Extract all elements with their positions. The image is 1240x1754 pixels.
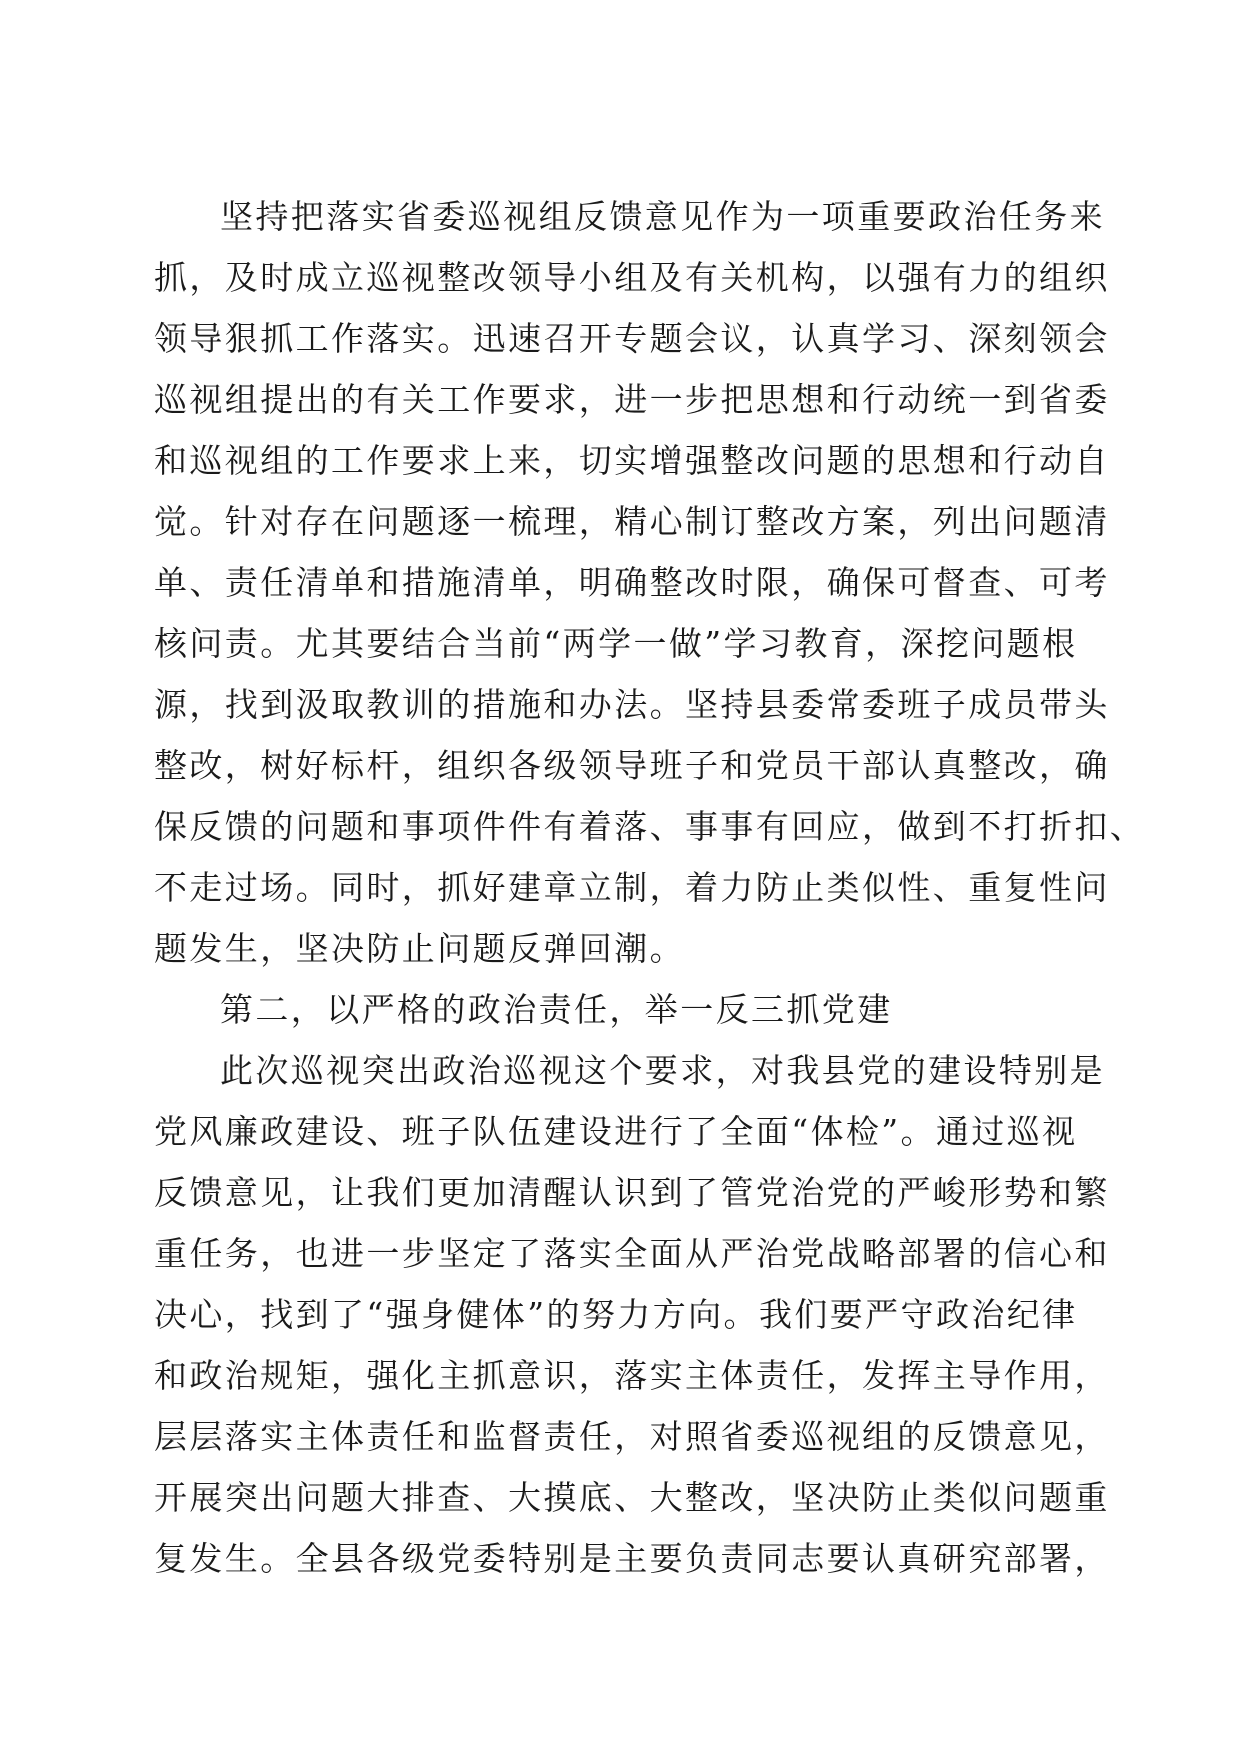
paragraph-line: 题发生，坚决防止问题反弹回潮。 [154,929,685,968]
paragraph-line: 整改，树好标杆，组织各级领导班子和党员干部认真整改，确 [154,746,1110,785]
paragraph-line: 不走过场。同时，抓好建章立制，着力防止类似性、重复性问 [154,868,1110,907]
paragraph-line: 反馈意见，让我们更加清醒认识到了管党治党的严峻形势和繁 [154,1173,1110,1212]
paragraph-line: 重任务，也进一步坚定了落实全面从严治党战略部署的信心和 [154,1234,1110,1273]
paragraph-line: 核问责。尤其要结合当前“两学一做”学习教育，深挖问题根 [154,624,1078,663]
paragraph-line: 单、责任清单和措施清单，明确整改时限，确保可督查、可考 [154,563,1110,602]
paragraph-line: 复发生。全县各级党委特别是主要负责同志要认真研究部署， [154,1539,1110,1578]
paragraph-line: 觉。针对存在问题逐一梳理，精心制订整改方案，列出问题清 [154,502,1110,541]
paragraph-line: 此次巡视突出政治巡视这个要求，对我县党的建设特别是 [220,1051,1105,1090]
paragraph-line: 开展突出问题大排查、大摸底、大整改，坚决防止类似问题重 [154,1478,1110,1517]
paragraph-line: 源，找到汲取教训的措施和办法。坚持县委常委班子成员带头 [154,685,1110,724]
paragraph-line: 抓，及时成立巡视整改领导小组及有关机构，以强有力的组织 [154,258,1110,297]
paragraph-line: 领导狠抓工作落实。迅速召开专题会议，认真学习、深刻领会 [154,319,1110,358]
paragraph-line: 层层落实主体责任和监督责任，对照省委巡视组的反馈意见， [154,1417,1110,1456]
paragraph-line: 巡视组提出的有关工作要求，进一步把思想和行动统一到省委 [154,380,1110,419]
section-heading: 第二，以严格的政治责任，举一反三抓党建 [220,990,893,1029]
paragraph-line: 和政治规矩，强化主抓意识，落实主体责任，发挥主导作用， [154,1356,1110,1395]
paragraph-line: 党风廉政建设、班子队伍建设进行了全面“体检”。通过巡视 [154,1112,1078,1151]
document-body [154,186,1146,1589]
paragraph-line: 保反馈的问题和事项件件有着落、事事有回应，做到不打折扣、 [154,807,1146,846]
paragraph-line: 决心，找到了“强身健体”的努力方向。我们要严守政治纪律 [154,1295,1078,1334]
paragraph-line: 坚持把落实省委巡视组反馈意见作为一项重要政治任务来 [220,197,1105,236]
paragraph-line: 和巡视组的工作要求上来，切实增强整改问题的思想和行动自 [154,441,1110,480]
